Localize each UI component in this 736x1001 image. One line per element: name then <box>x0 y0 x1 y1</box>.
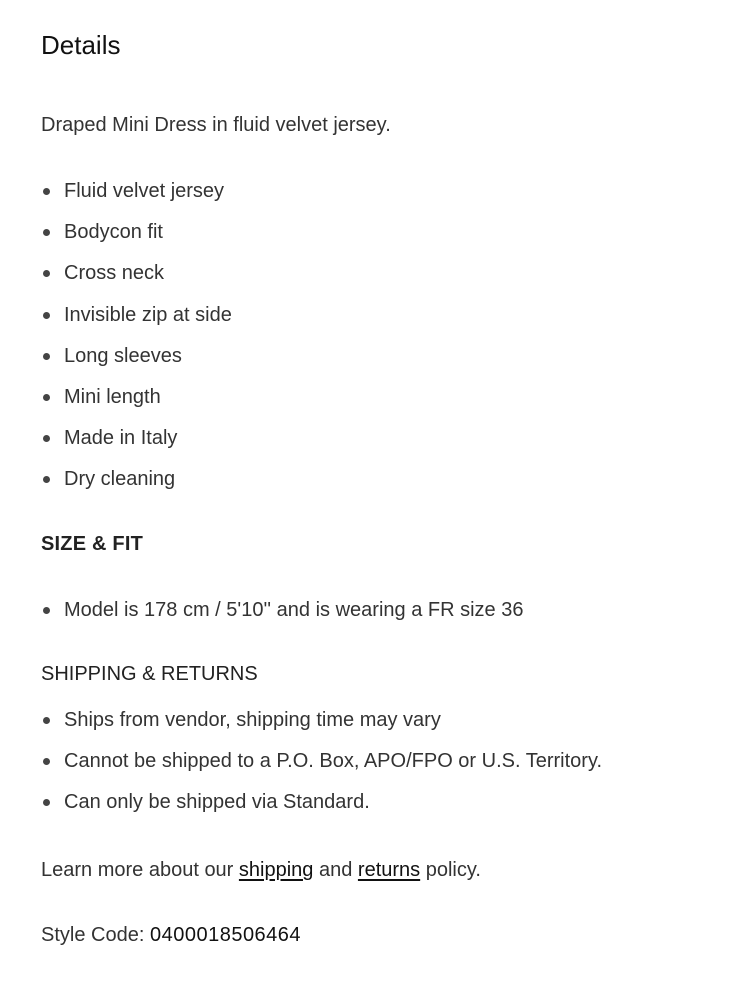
feature-text: Bodycon fit <box>64 221 163 244</box>
size-fit-text: Model is 178 cm / 5'10'' and is wearing a FR size 36 <box>64 599 524 621</box>
bullet-icon <box>43 270 50 277</box>
learn-more-and: and <box>318 859 353 881</box>
feature-text: Mini length <box>64 386 161 409</box>
bullet-icon <box>43 435 50 442</box>
list-item <box>41 741 602 782</box>
bullet-icon <box>43 229 50 236</box>
list-item <box>41 377 232 418</box>
list-item <box>41 418 232 459</box>
shipping-returns-heading: SHIPPING & RETURNS <box>41 663 258 685</box>
size-fit-heading: SIZE & FIT <box>41 533 143 555</box>
list-item <box>41 700 602 741</box>
bullet-icon <box>43 607 50 614</box>
bullet-icon <box>43 312 50 319</box>
list-item <box>41 336 232 377</box>
bullet-icon <box>43 188 50 195</box>
shipping-text: Ships from vendor, shipping time may vary <box>64 709 441 731</box>
shipping-returns-list <box>41 700 602 824</box>
feature-text: Cross neck <box>64 262 165 285</box>
feature-text: Invisible zip at side <box>64 303 232 326</box>
feature-text: Long sleeves <box>64 344 182 367</box>
learn-more-text <box>41 859 481 882</box>
learn-more-prefix: Learn more about our <box>41 859 234 881</box>
product-description: Draped Mini Dress in fluid velvet jersey. <box>41 114 391 136</box>
list-item <box>41 459 232 500</box>
returns-policy-link[interactable]: returns <box>357 859 421 881</box>
bullet-icon <box>43 353 50 360</box>
feature-text: Dry cleaning <box>64 468 176 491</box>
feature-text: Fluid velvet jersey <box>64 180 225 202</box>
learn-more-suffix: policy. <box>425 859 481 881</box>
details-title: Details <box>41 30 121 60</box>
size-fit-list <box>41 590 523 631</box>
bullet-icon <box>43 717 50 724</box>
bullet-icon <box>43 758 50 765</box>
style-code <box>41 924 301 947</box>
style-code-label: Style Code: <box>41 924 145 946</box>
shipping-text: Can only be shipped via Standard. <box>64 791 370 814</box>
feature-text: Made in Italy <box>64 427 178 450</box>
list-item <box>41 171 232 212</box>
list-item <box>41 253 232 294</box>
list-item <box>41 212 232 253</box>
shipping-policy-link[interactable]: shipping <box>238 859 314 881</box>
list-item <box>41 782 602 823</box>
bullet-icon <box>43 476 50 483</box>
shipping-text: Cannot be shipped to a P.O. Box, APO/FPO or U.S. Territory. <box>64 750 603 773</box>
list-item <box>41 295 232 336</box>
bullet-icon <box>43 799 50 806</box>
style-code-value: 0400018506464 <box>149 924 302 946</box>
bullet-icon <box>43 394 50 401</box>
features-list <box>41 171 232 501</box>
list-item <box>41 590 523 631</box>
